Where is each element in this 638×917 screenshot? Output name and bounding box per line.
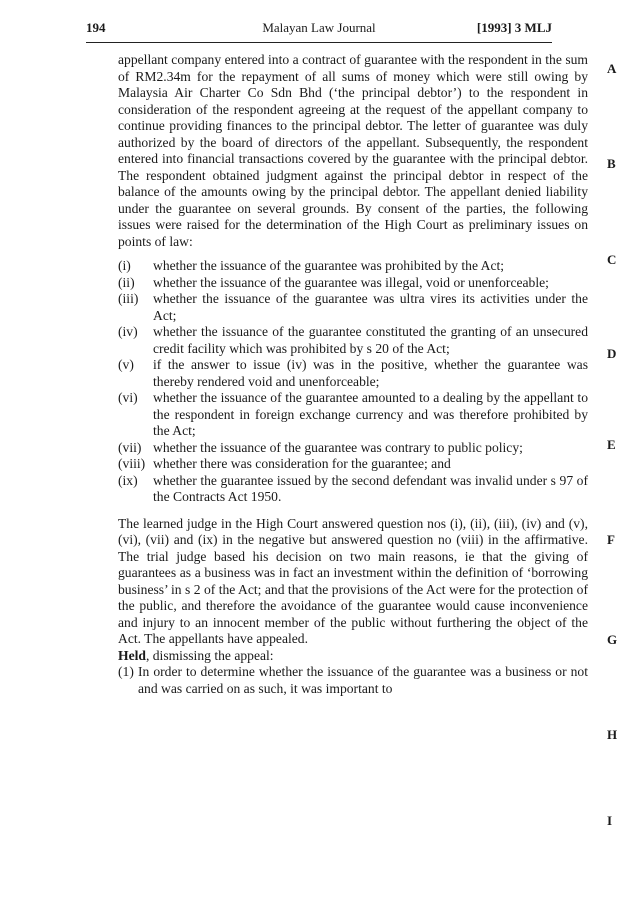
issue-text: if the answer to issue (iv) was in the positive, whether the guarantee was thereby rendered void and unenforceable;: [153, 357, 588, 389]
issue-item: [118, 390, 588, 440]
margin-letter-c: C: [607, 252, 617, 267]
issue-number: (viii): [118, 456, 146, 471]
holding-item: [118, 664, 588, 697]
issue-number: (i): [118, 258, 131, 273]
issue-text: whether the issuance of the guarantee was illegal, void or unenforceable;: [153, 274, 549, 290]
issue-item: [118, 275, 588, 292]
page-body: [118, 52, 588, 697]
margin-letter-g: G: [607, 632, 618, 647]
issue-text: whether the issuance of the guarantee constituted the granting of an unsecured credit facility which was prohibited by s 20 of the Act;: [153, 324, 588, 356]
issue-item: [118, 357, 588, 390]
citation: [1993] 3 MLJ: [476, 20, 552, 35]
issue-number: (ix): [118, 472, 138, 488]
margin-letter-a: A: [607, 61, 617, 76]
margin-letter-d: D: [607, 346, 617, 361]
journal-title: Malayan Law Journal: [262, 20, 376, 35]
margin-letter-b: B: [607, 156, 616, 171]
issue-item: [118, 456, 588, 473]
issue-number: (iv): [118, 324, 138, 339]
issue-number: (vii): [118, 439, 142, 455]
running-header: [86, 20, 552, 40]
issue-text: whether there was consideration for the guarantee; and: [153, 456, 451, 471]
issue-item: [118, 440, 588, 457]
issue-text: whether the issuance of the guarantee was contrary to public policy;: [153, 439, 523, 455]
issue-text: whether the issuance of the guarantee was ultra vires its activities under the Act;: [153, 291, 588, 323]
issue-item: [118, 258, 588, 275]
issue-number: (vi): [118, 390, 138, 405]
issue-text: whether the issuance of the guarantee was prohibited by the Act;: [153, 258, 505, 273]
held-text: , dismissing the appeal:: [145, 647, 274, 663]
holding-number: (1): [118, 664, 134, 679]
issue-number: (ii): [118, 274, 135, 290]
margin-letter-e: E: [607, 437, 616, 452]
intro-paragraph: appellant company entered into a contract of guarantee with the respondent in the sum of RM2.34m for the repayment of all sums of money which were still owing by Malaysia Air Charter Co Sdn Bhd (‘the principal debtor’) to the respondent in consideration of the respondent agreeing at the request of the appellant company to continue providing finances to the principal debtor. The letter of guarantee was duly authorized by the board of directors of the appellant. Subsequently, the respondent entered into financial transactions covered by the guarantee with the principal debtor. The respondent obtained judgment against the principal debtor in respect of the balance of the amounts owing by the principal debtor. The appellant denied liability under the guarantee on several grounds. By consent of the parties, the following issues were raised for the determination of the High Court as preliminary issues on points of law:: [118, 52, 588, 249]
issues-list: [118, 258, 588, 506]
header-rule: [86, 42, 552, 43]
margin-letter-h: H: [607, 727, 618, 742]
issue-item: [118, 473, 588, 506]
issue-text: whether the issuance of the guarantee amounted to a dealing by the appellant to the respondent in foreign exchange currency and was therefore prohibited by the Act;: [153, 390, 588, 438]
page-number: 194: [86, 20, 106, 35]
margin-letter-f: F: [607, 532, 615, 547]
issue-text: whether the guarantee issued by the second defendant was invalid under s 97 of the Contracts Act 1950.: [153, 472, 588, 504]
issue-number: (iii): [118, 291, 139, 306]
holding-text: In order to determine whether the issuance of the guarantee was a business or not and was carried on as such, it was important to: [138, 664, 588, 696]
issue-item: [118, 291, 588, 324]
margin-letter-i: I: [607, 813, 613, 828]
judgment-paragraph: The learned judge in the High Court answered question nos (i), (ii), (iii), (iv) and (v), (vi), (vii) and (ix) in the negative but answered question no (viii) in the affirmative. The trial judge based his decision on two main reasons, ie that the giving of guarantees as a business was in fact an investment within the definition of ‘borrowing business’ in s 2 of the Act; and that the provisions of the Act were for the protection of the public, and therefore the avoidance of the guarantee would cause inconvenience and injury to an innocent member of the public without furthering the object of the Act. The appellants have appealed.: [118, 515, 588, 646]
held-label: Held: [118, 647, 146, 663]
issue-item: [118, 324, 588, 357]
issue-number: (v): [118, 357, 134, 372]
held-line: [118, 648, 588, 665]
